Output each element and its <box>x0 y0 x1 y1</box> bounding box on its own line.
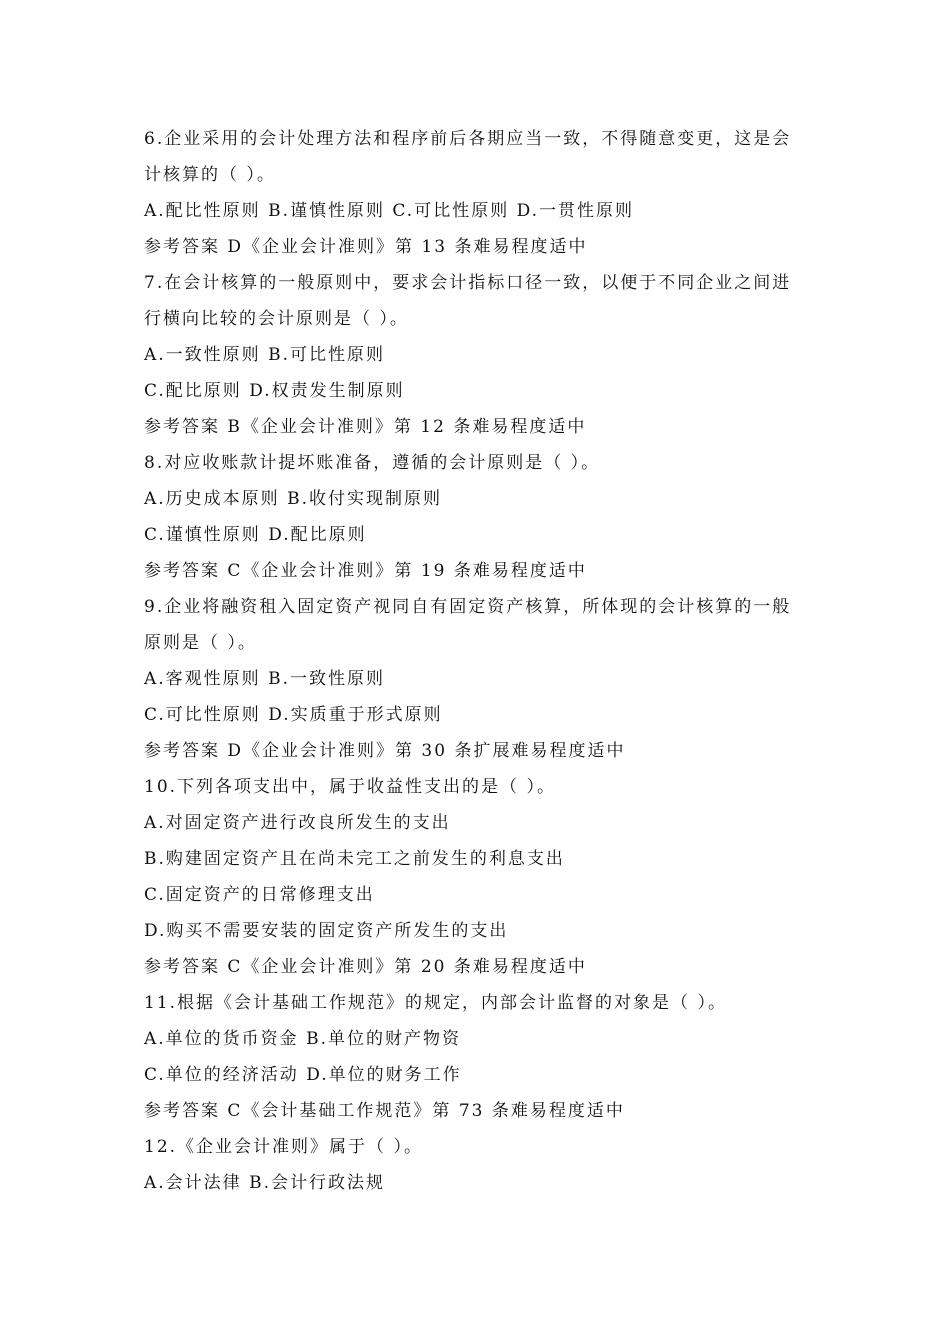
question-8-options-cd: C.谨慎性原则 D.配比原则 <box>144 525 367 545</box>
question-9-answer: 参考答案 D《企业会计准则》第 30 条扩展难易程度适中 <box>144 741 626 761</box>
question-11-stem: 11.根据《会计基础工作规范》的规定，内部会计监督的对象是（ ）。 <box>144 993 727 1013</box>
question-11-options-cd: C.单位的经济活动 D.单位的财务工作 <box>144 1065 462 1085</box>
document-body <box>144 121 814 1201</box>
question-10-option-a: A.对固定资产进行改良所发生的支出 <box>144 813 451 833</box>
question-6-answer: 参考答案 D《企业会计准则》第 13 条难易程度适中 <box>144 237 588 257</box>
question-7-options-cd: C.配比原则 D.权责发生制原则 <box>144 381 405 401</box>
question-6-stem-line-2: 计核算的（ ）。 <box>144 165 276 185</box>
question-11-options-ab: A.单位的货币资金 B.单位的财产物资 <box>144 1029 461 1049</box>
question-9-options-cd: C.可比性原则 D.实质重于形式原则 <box>144 705 443 725</box>
question-7-stem-line-2: 行横向比较的会计原则是（ ）。 <box>144 309 409 329</box>
question-7-options-ab: A.一致性原则 B.可比性原则 <box>144 345 385 365</box>
question-8-answer: 参考答案 C《企业会计准则》第 19 条难易程度适中 <box>144 561 587 581</box>
question-10-answer: 参考答案 C《企业会计准则》第 20 条难易程度适中 <box>144 957 587 977</box>
question-12-options-ab: A.会计法律 B.会计行政法规 <box>144 1173 385 1193</box>
question-9-stem-line-2: 原则是（ ）。 <box>144 633 257 653</box>
question-11-answer: 参考答案 C《会计基础工作规范》第 73 条难易程度适中 <box>144 1101 625 1121</box>
question-9-options-ab: A.客观性原则 B.一致性原则 <box>144 669 385 689</box>
question-8-stem: 8.对应收账款计提坏账准备，遵循的会计原则是（ ）。 <box>144 453 601 473</box>
question-10-option-c: C.固定资产的日常修理支出 <box>144 885 375 905</box>
question-12-stem: 12.《企业会计准则》属于（ ）。 <box>144 1137 423 1157</box>
question-10-option-d: D.购买不需要安装的固定资产所发生的支出 <box>144 921 509 941</box>
question-7-answer: 参考答案 B《企业会计准则》第 12 条难易程度适中 <box>144 417 587 437</box>
question-6-options: A.配比性原则 B.谨慎性原则 C.可比性原则 D.一贯性原则 <box>144 201 635 221</box>
question-10-stem: 10.下列各项支出中，属于收益性支出的是（ ）。 <box>144 777 556 797</box>
question-7-stem-line-1: 7.在会计核算的一般原则中，要求会计指标口径一致，以便于不同企业之间进 <box>144 273 792 293</box>
question-6-stem-line-1: 6.企业采用的会计处理方法和程序前后各期应当一致，不得随意变更，这是会 <box>144 129 792 149</box>
question-9-stem-line-1: 9.企业将融资租入固定资产视同自有固定资产核算，所体现的会计核算的一般 <box>144 597 792 617</box>
question-8-options-ab: A.历史成本原则 B.收付实现制原则 <box>144 489 442 509</box>
question-10-option-b: B.购建固定资产且在尚未完工之前发生的利息支出 <box>144 849 565 869</box>
